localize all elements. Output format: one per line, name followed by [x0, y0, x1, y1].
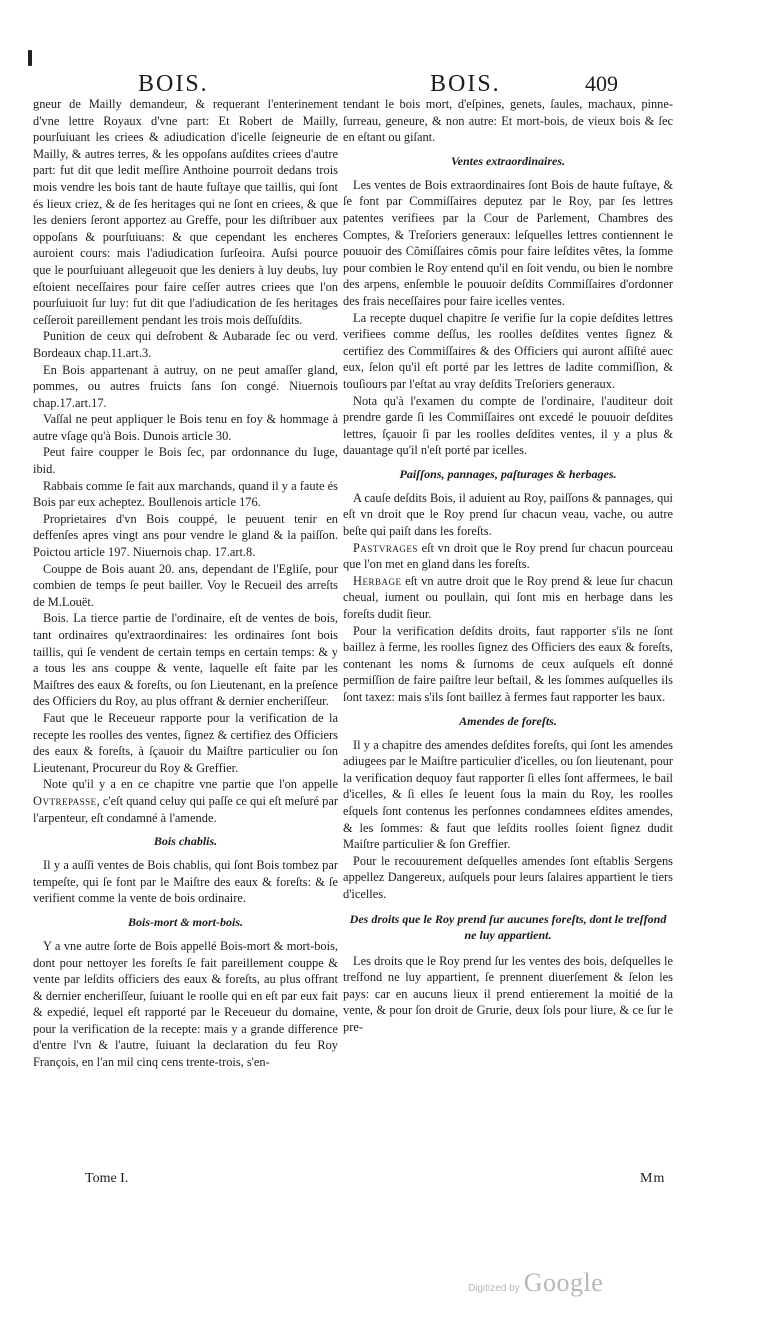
section-title-ventes: Ventes extraordinaires. [450, 153, 565, 168]
text-run: , c'eſt quand celuy qui paſſe ce qui eſt meſuré par l'arpenteur, eſt condamné à l'amende. [33, 793, 338, 825]
paragraph: A cauſe deſdits Bois, il aduient au Roy, paiſſons & pannages, qui eſt vn droit que le Roy prend ſur chacun veau, vache, ou autre beſte qui paiſt dans les foreſts. [343, 490, 673, 539]
paragraph-herbage [343, 573, 673, 623]
term-pasturages: Pastvrages [353, 540, 418, 555]
digitization-watermark [468, 1268, 603, 1298]
watermark-prefix: Digitized by [468, 1283, 520, 1294]
left-column [33, 96, 338, 1071]
paragraph-pasturages [343, 540, 673, 573]
paragraph: Faut que le Receueur rapporte pour la verification de la recepte les roolles des ventes, ſignez & certifiez des Officiers des eaux & foreſts, à ſçauoir du Maiſtre particulier ou ſon Lieutenant, Procureur du Roy & Greffier. [33, 710, 338, 775]
text-run: Note qu'il y a en ce chapitre vne partie que l'on appelle [43, 777, 338, 792]
paragraph: Nota qu'à l'examen du compte de l'ordinaire, l'auditeur doit prendre garde ſi les Commiſſaires ont excedé le pouuoir deſdites lettres, ſçauoir ſi par les roolles deſdites ventes, il y a plus & dauantage qu'il n'eſt porté par icelles. [343, 393, 673, 458]
paragraph: Pour le recouurement deſquelles amendes ſont eſtablis Sergens appellez Dangereux, auſquels pour leurs ſalaires appartient le tiers d'icelles. [343, 853, 673, 901]
paragraph: Il y a chapitre des amendes deſdites foreſts, qui ſont les amendes adiugees par le Maiſtre particulier d'icelles, ou ſon lieutenant, pour la verification dequoy faut rapporter ſi elles ſont affermees, le bail d'icelles, & ſi elles ſe leuent ſous la main du Roy, les roolles eſquels ſont contenus les perſonnes condamnees eſdites amendes, & les ſommes: & faut que leſdits roolles ſoient ſignez dudit Maiſtre particulier & ſon Greffier. [343, 737, 673, 852]
section-title-bois-mort: Bois-mort & mort-bois. [127, 914, 243, 929]
paragraph: Couppe de Bois auant 20. ans, dependant de l'Egliſe, pour combien de temps ſe peut bailler. Voy le Recueil des arreſts de M.Louët. [33, 561, 338, 609]
running-head-right: BOIS. [430, 71, 501, 97]
running-head-left: BOIS. [138, 71, 209, 97]
paragraph: Y a vne autre ſorte de Bois appellé Bois-mort & mort-bois, dont pour nettoyer les foreſts ſe fait pareillement couppe & vente par leſdits officiers des eaux & foreſts, au plus offrant & dernier encheriſſeur, ſuiuant le roolle qui en eſt par eux fait & expedié, lequel eſt rapporté par le Receueur du domaine, pour la verification de la recepte: mais y a grande difference d'entre l'vn & l'autre, ſuiuant la declaration du feu Roy François, en l'an mil cinq cens trente-trois, s'en- [33, 938, 338, 1070]
paragraph: Rabbais comme ſe fait aux marchands, quand il y a faute és Bois par eux acheptez. Boullenois article 176. [33, 478, 338, 510]
section-title-droits: Des droits que le Roy prend ſur aucunes foreſts, dont le treſfond ne luy appartient. [349, 911, 667, 942]
paragraph: Punition de ceux qui deſrobent & Aubarade ſec ou verd. Bordeaux chap.11.art.3. [33, 329, 338, 360]
signature-mark: Mm [640, 1171, 666, 1186]
text-run: eſt vn droit que le Roy prend ſur chacun pourceau que l'on met en gland dans les foreſts. [343, 540, 673, 572]
paragraph: En Bois appartenant à autruy, on ne peut amaſſer gland, pommes, ou autres fruicts ſans ſon congé. Niuernois chap.17.art.17. [33, 362, 338, 410]
section-title-paissons: Paiſſons, pannages, paſturages & herbages. [399, 466, 617, 481]
page-number: 409 [585, 71, 618, 96]
volume-label: Tome I. [85, 1171, 129, 1186]
paragraph-outrepasse [33, 776, 338, 826]
page-edge-mark [28, 50, 32, 66]
paragraph: Il y a auſſi ventes de Bois chablis, qui ſont Bois tombez par tempeſte, qui ſe font par le Maiſtre des eaux & foreſts: & ſe verifient comme la vente de bois ordinaire. [33, 858, 338, 906]
google-logo: Google [523, 1268, 604, 1297]
paragraph: Les ventes de Bois extraordinaires ſont Bois de haute fuſtaye, & ſe font par Commiſſaires deputez par le Roy, par ſes lettres patentes verifiees par la Cour de Parlement, Chambres des Comptes, & Treſoriers generaux: leſquelles lettres contiennent le pouuoir des Cõmiſſaires cõmis pour faire leſdites vẽtes, la ſomme pour combien le Roy entend qu'il en ſoit vendu, ou bien le nombre des arpens, enſemble le pouuoir deſdits Commiſſaires d'ordonner des frais neceſſaires pour faire icelles ventes. [343, 177, 673, 308]
term-herbage: Herbage [353, 573, 402, 588]
paragraph-continued: tendant le bois mort, d'eſpines, genets, ſaules, machaux, pinne-ſurreau, geneure, & non autre: Et mort-bois, de vieux bois & ſec en eſtant ou giſant. [343, 97, 673, 145]
paragraph: Vaſſal ne peut appliquer le Bois tenu en foy & hommage à autre vſage qu'à Bois. Dunois article 30. [33, 412, 338, 443]
term-outrepasse: Ovtrepasse [33, 793, 97, 808]
section-title-chablis: Bois chablis. [153, 834, 218, 849]
paragraph: Pour la verification deſdits droits, faut rapporter s'ils ne ſont baillez à ferme, les roolles ſignez des Officiers des eaux & foreſts, contenant les noms & ſurnoms de ceux auſquels eſt donné permiſſion de faire paiſtre leur beſtail, & les ſommes auſquelles ils ſont taxez: mais s'ils ſont baillez à fermes faut rapporter les baux. [343, 623, 673, 704]
paragraph: Peut faire coupper le Bois ſec, par ordonnance du Iuge, ibid. [33, 445, 338, 477]
paragraph: gneur de Mailly demandeur, & requerant l'enterinement d'vne lettre Royaux d'vne part: Et Robert de Mailly, pourſuiuant les criees & adiudication d'icelle ſeigneurie de Mailly, & autres terres, & les oppoſans auſdites criees d'autre part: fut dit que ledit meſſire Anthoine pourroit dedans trois mois vendre les bois tant de haute fuſtaye que taillis, qui ſont és lieux criez, & de ſes heritages qui ne ſont en criees, & que les deniers ſeront apportez au Greffe, pour les diſtribuer aux oppoſans & pourſuiuans: & que cependant les encheres auroient cours: mais l'adiudication ſurſeoira. Auſsi pource que le pourſuiuant allegeuoit que les deniers à luy deubs, luy eſtoient neceſſaires pour faire ceſſer autres criees que l'on pourſuiuoit ſur luy: fut dit que l'adiudication de ſes heritages ceſſeroit pareillement pendant les trois mois deſſuſdits. [33, 97, 338, 327]
paragraph: Bois. La tierce partie de l'ordinaire, eſt de ventes de bois, tant ordinaires qu'extraordinaires: les ordinaires ſont bois taillis, qui ſe vendent de certain temps en certain temps: & y a tous les ans couppe & vente, laquelle eſt faite par les Maiſtres des eaux & foreſts, ou ſon Lieutenant, en la preſence des Officiers du Roy, au plus offrant & dernier encheriſſeur. [33, 611, 338, 709]
text-run: eſt vn autre droit que le Roy prend & leue ſur chacun cheual, iument ou poullain, qui ſont mis en herbage dans les foreſts dudit ſieur. [343, 573, 673, 622]
section-title-amendes: Amendes de foreſts. [459, 713, 557, 728]
right-column [343, 96, 673, 1036]
paragraph: Proprietaires d'vn Bois couppé, le peuuent tenir en deffenſes apres vingt ans pour vendre le gland & la paiſſon. Poictou article 197. Niuernois chap. 17.art.8. [33, 511, 338, 560]
paragraph: La recepte duquel chapitre ſe verifie ſur la copie deſdites lettres verifiees comme deſſus, les roolles deſdites ventes ſignez & certifiez des Commiſſaires & des Officiers qui auront aſſiſté auec eux, ſelon qu'il eſt porté par les lettres de ladite commiſſion, & touſiours par l'eſtat au vray deſdits Treſoriers generaux. [343, 310, 673, 391]
paragraph: Les droits que le Roy prend ſur les ventes des bois, deſquelles le treſfond ne luy appartient, ſe prennent diuerſement & ſelon les pays: car en aucuns lieux il prend entierement la moitié de la vente, & pour ſon droit de Grurie, deux ſols pour liure, & ce ſur le pre- [343, 953, 673, 1034]
